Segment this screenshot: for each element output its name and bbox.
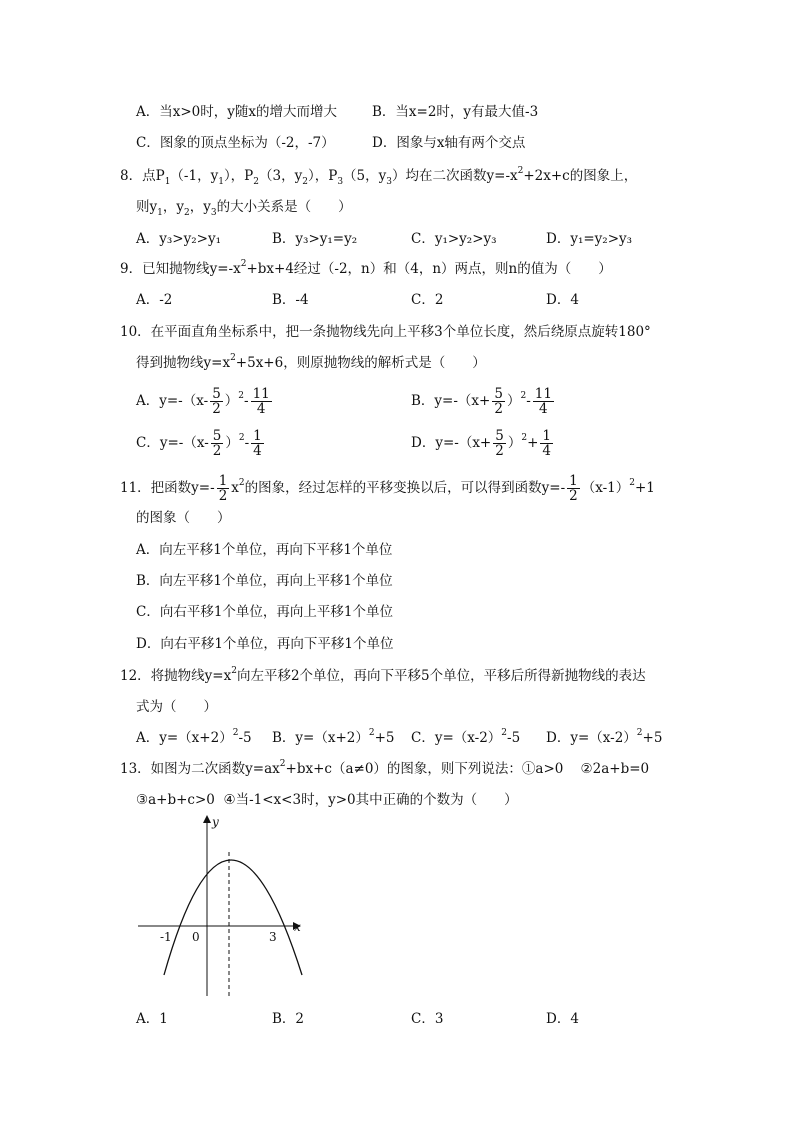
q12-option-c: C．$y=(x-2)^2-5$ [411, 728, 521, 746]
q13-option-a: A．1 [136, 1011, 168, 1027]
q7-option-c: C．图象的顶点坐标为（-2，-7） [136, 135, 335, 151]
q7-option-b: B．当x=2时，y有最大值-3 [372, 104, 539, 120]
q9-option-d: D．4 [546, 292, 579, 308]
q10-option-d: D．y=-（x+ $\frac{5}{2}$ ）$^2$+ $\frac{1}{4}$ [411, 428, 551, 459]
q12-stem: 12．将抛物线$y=x^2$向左平移2个单位，再向下平移5个单位，平移后所得新抛物线的表达 [120, 666, 646, 684]
q9-option-c: C．2 [411, 292, 444, 308]
q12-option-b: B．$y=(x+2)^2+5$ [272, 728, 395, 746]
q10-option-b: B．y=-（x+ $\frac{5}{2}$ ）$^2$- $\frac{11}{4}$ [411, 386, 552, 417]
q12-stem-line2: 式为（ ） [136, 699, 217, 715]
q10-option-a: A．y=-（x- $\frac{5}{2}$ ）$^2$- $\frac{11}{4}$ [136, 386, 270, 417]
q8-stem-line2: 则$y_1$，$y_2$，$y_3$的大小关系是（ ） [136, 199, 352, 218]
statement-2: ②2a+b=0 [580, 761, 650, 777]
q9-option-a: A．-2 [136, 292, 173, 308]
q12-option-d: D．$y=(x-2)^2+5$ [546, 728, 663, 746]
statement-4: ④当-1<x<3时，y>0其中正确的个数为（ ） [223, 792, 518, 808]
x-axis-label: x [294, 920, 301, 934]
tick-label-minus-1: -1 [160, 930, 172, 944]
statement-1: ①a>0 [521, 761, 564, 777]
q13-option-d: D．4 [546, 1011, 579, 1027]
q10-stem: 10．在平面直角坐标系中，把一条抛物线先向上平移3个单位长度，然后绕原点旋转180° [120, 324, 651, 340]
q8-option-d: D．y₁=y₂>y₃ [546, 231, 633, 247]
q8-stem: 8．点$P_1(-1$，$y_1$），$P_2(3$，$y_2$），$P_3(5$，$y_3$）均在二次函数$y=-x^2+2x+c$的图象上， [120, 166, 638, 187]
parabola-curve [164, 860, 302, 975]
q9-option-b: B．-4 [272, 292, 309, 308]
q13-stem-line2 [136, 792, 518, 808]
q11-option-b: B．向左平移1个单位，再向上平移1个单位 [136, 573, 393, 589]
q8-option-a: A．y₃>y₂>y₁ [136, 231, 221, 247]
q13-option-c: C．3 [411, 1011, 444, 1027]
q11-option-c: C．向右平移1个单位，再向上平移1个单位 [136, 604, 394, 620]
q10-stem-line2: 得到抛物线$y=x^2+5x+6$，则原抛物线的解析式是（ ） [136, 353, 486, 371]
q11-option-a: A．向左平移1个单位，再向下平移1个单位 [136, 542, 393, 558]
origin-label: 0 [192, 930, 200, 944]
tick-label-3: 3 [269, 930, 277, 944]
q9-stem: 9．已知抛物线$y=-x^2+bx+4$经过（-2，n）和（4，n）两点，则n的值为（ ） [120, 259, 612, 277]
q7-option-d: D．图象与x轴有两个交点 [372, 135, 526, 151]
q8-option-c: C．y₁>y₂>y₃ [411, 231, 497, 247]
q13-stem: 13．如图为二次函数$y=ax^2+bx+c(a\ne 0)$的图象，则下列说法：①a>0 ②2a+b=0 [120, 759, 650, 777]
y-axis-label: y [212, 815, 219, 829]
q7-option-a: A．当x>0时，y随x的增大而增大 [136, 104, 338, 120]
q11-stem-line2: 的图象（ ） [136, 510, 231, 526]
q11-option-d: D．向右平移1个单位，再向下平移1个单位 [136, 636, 394, 652]
q12-option-a: A．$y=(x+2)^2-5$ [136, 728, 252, 746]
q11-stem: 11．把函数y=- $\frac{1}{2}$ $x^2$的图象，经过怎样的平移变换以后，可以得到函数y=- $\frac{1}{2}$ $(x-1)^2+1$ [120, 473, 655, 504]
q8-option-b: B．y₃>y₁=y₂ [272, 231, 358, 247]
q13-option-b: B．2 [272, 1011, 305, 1027]
statement-3: ③a+b+c>0 [136, 792, 215, 808]
q10-option-c: C．y=-（x- $\frac{5}{2}$ ）$^2$- $\frac{1}{4}$ [136, 428, 262, 459]
q13-parabola-graph [130, 810, 320, 1000]
